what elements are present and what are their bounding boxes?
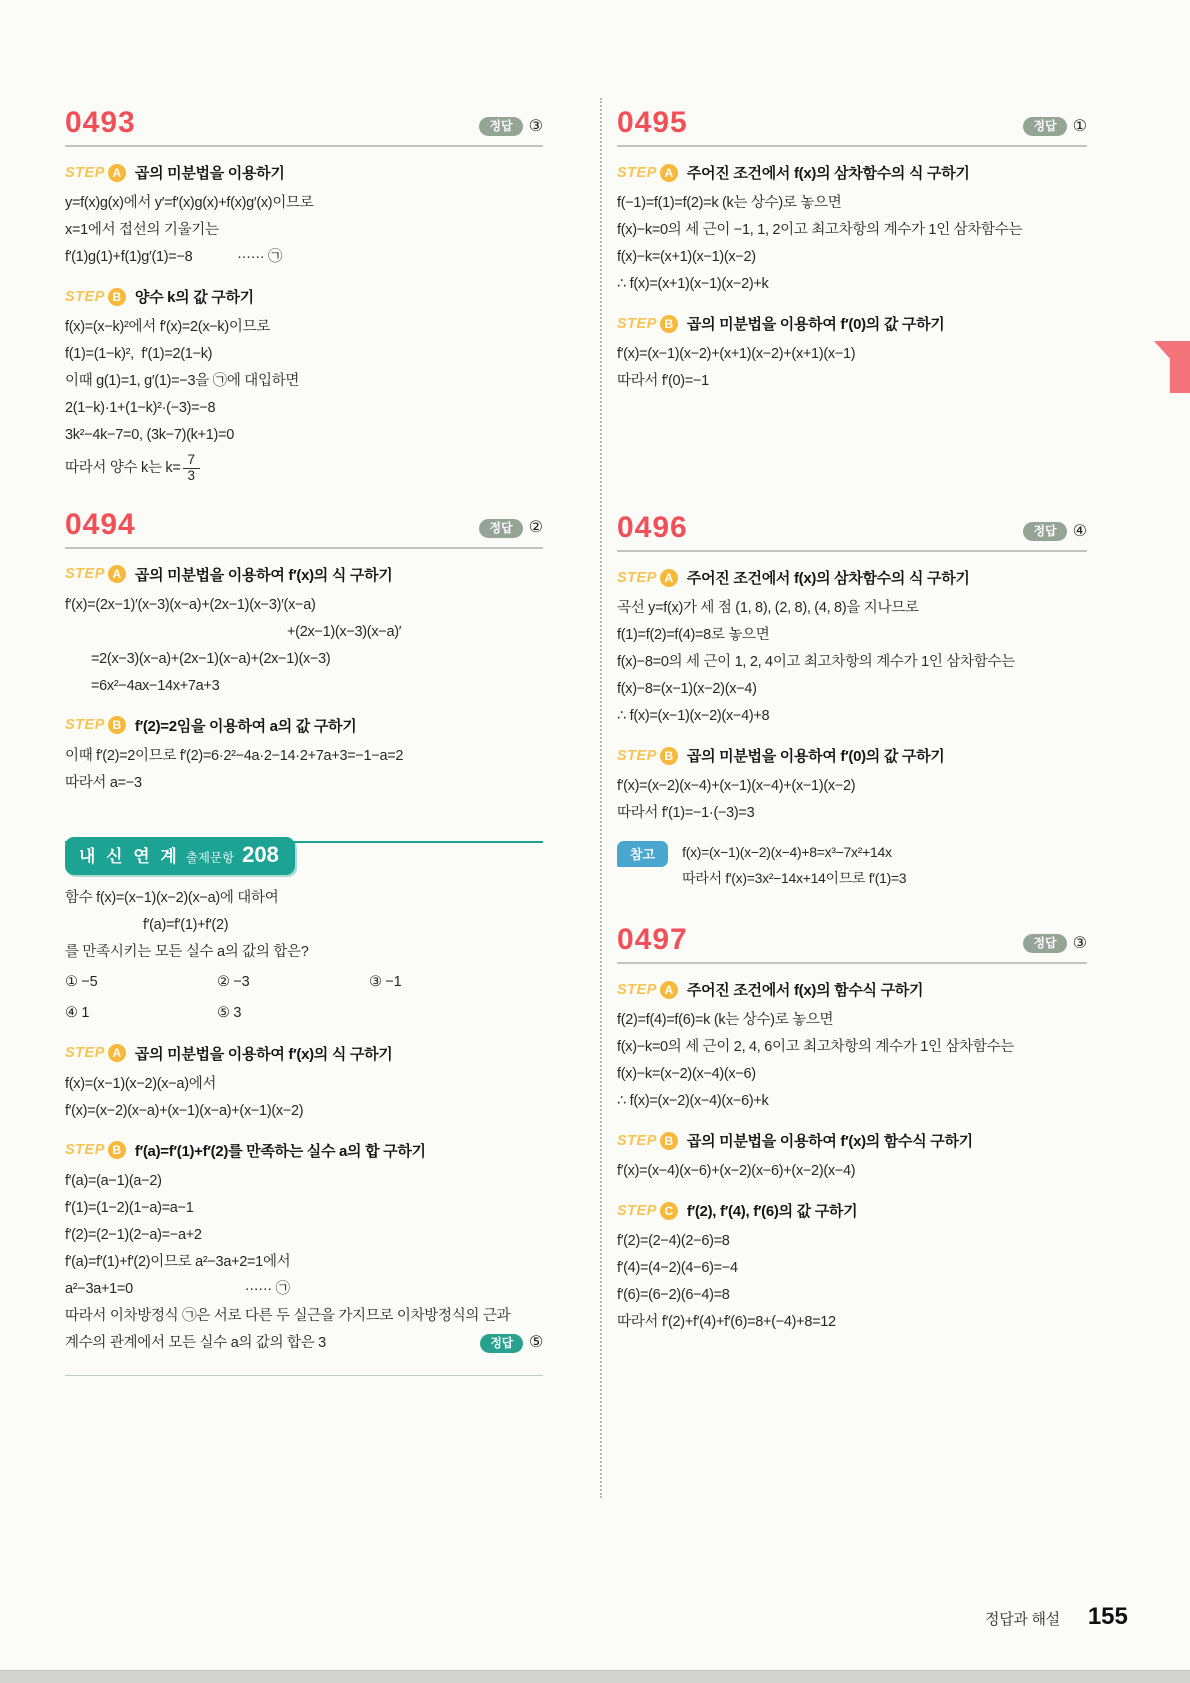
solution-line: ∴ f(x)=(x+1)(x−1)(x−2)+k	[617, 276, 769, 292]
step-title: 곱의 미분법을 이용하여 f′(0)의 값 구하기	[686, 316, 945, 333]
step-letter-badge-icon: B	[660, 747, 678, 765]
problem-number: 0496	[617, 511, 688, 544]
solution-line: 따라서 a=−3	[65, 774, 142, 791]
step-title: 주어진 조건에서 f(x)의 삼차함수의 식 구하기	[686, 165, 970, 182]
solution-line: f(x)=(x−k)²에서 f′(x)=2(x−k)이므로	[65, 319, 271, 335]
step-row	[65, 162, 543, 183]
problem-header	[617, 513, 1087, 552]
solution-line: f′(2)=(2−1)(2−a)=−a+2	[65, 1226, 202, 1243]
step-letter-badge-icon: B	[660, 1132, 678, 1150]
reference-note-tag: 참고	[617, 841, 668, 867]
school-exam-linked-question	[65, 837, 543, 1376]
step-label: STEP	[617, 747, 657, 764]
step-label: STEP	[65, 1142, 105, 1159]
choices-row	[65, 968, 543, 997]
reference-note-line: 따라서 f′(x)=3x²−14x+14이므로 f′(1)=3	[682, 870, 907, 886]
answer-circled-number: ③	[1072, 934, 1087, 952]
answer-badge: 정답	[1023, 522, 1066, 541]
footer-page-number: 155	[1087, 1603, 1128, 1630]
solution-line: f′(x)=(2x−1)′(x−3)(x−a)+(2x−1)(x−3)′(x−a)	[65, 596, 316, 613]
solution-line: 따라서 f′(1)=−1·(−3)=3	[617, 805, 755, 821]
step-title: 곱의 미분법을 이용하기	[134, 165, 285, 182]
solution-line: f′(1)=(1−2)(1−a)=a−1	[65, 1199, 194, 1216]
answer-badge: 정답	[479, 117, 522, 136]
fraction	[183, 453, 200, 484]
solution-line: f(x)−8=0의 세 근이 1, 2, 4이고 최고차항의 계수가 1인 삼차함수는	[617, 654, 1015, 670]
solution-line: a²−3a+1=0 ······ ㉠	[65, 1280, 290, 1297]
solution-line: f′(x)=(x−2)(x−4)+(x−1)(x−4)+(x−1)(x−2)	[617, 778, 856, 794]
solution-line: f(x)−k=(x−2)(x−4)(x−6)	[617, 1066, 756, 1082]
step-label: STEP	[617, 569, 657, 586]
quiz-header	[65, 837, 543, 875]
solution-line-with-answer	[65, 1330, 543, 1357]
problem-number: 0494	[65, 507, 136, 541]
answer-circled-number: ②	[528, 519, 543, 537]
answer-area	[479, 519, 543, 540]
answer-area	[1023, 522, 1087, 543]
step-label: STEP	[617, 315, 657, 332]
solution-line: f′(x)=(x−4)(x−6)+(x−2)(x−6)+(x−2)(x−4)	[617, 1163, 856, 1179]
step-row	[617, 979, 1087, 1000]
step-row	[617, 745, 1087, 766]
solution-line: f′(a)=f′(1)+f′(2)	[143, 916, 229, 933]
solution-line: f(x)−k=0의 세 근이 2, 4, 6이고 최고차항의 계수가 1인 삼차함수는	[617, 1039, 1014, 1055]
solution-line: f′(x)=(x−2)(x−a)+(x−1)(x−a)+(x−1)(x−2)	[65, 1102, 304, 1119]
step-title: f′(2)=2임을 이용하여 a의 값 구하기	[134, 717, 357, 735]
reference-note-line: f(x)=(x−1)(x−2)(x−4)+8=x³−7x²+14x	[682, 844, 892, 860]
problem-header	[65, 108, 543, 147]
step-title: 곱의 미분법을 이용하여 f′(0)의 값 구하기	[686, 748, 945, 765]
step-label: STEP	[65, 164, 105, 181]
step-row	[65, 1140, 543, 1161]
solution-line: f′(2)=(2−4)(2−6)=8	[617, 1233, 730, 1249]
step-letter-badge-icon: B	[108, 1141, 126, 1159]
left-column	[65, 108, 543, 1376]
step-label: STEP	[65, 288, 105, 305]
solution-line: 이때 g(1)=1, g′(1)=−3을 ㉠에 대입하면	[65, 373, 300, 389]
choice-item: ② −3	[217, 973, 250, 990]
step-row	[65, 1043, 543, 1064]
choice-item: ③ −1	[369, 973, 402, 990]
quiz-badge-number: 208	[242, 841, 279, 867]
solution-line: f′(1)g(1)+f(1)g′(1)=−8 ······ ㉠	[65, 249, 283, 265]
solution-line: f′(6)=(6−2)(6−4)=8	[617, 1287, 730, 1303]
problem-0493	[65, 108, 543, 484]
problem-number: 0497	[617, 923, 688, 956]
solution-line: f(x)−k=(x+1)(x−1)(x−2)	[617, 249, 756, 265]
solution-line: 따라서 f′(0)=−1	[617, 373, 709, 389]
answer-badge: 정답	[1023, 934, 1066, 953]
answer-area	[1023, 934, 1087, 955]
step-letter-badge-icon: A	[660, 981, 678, 999]
step-label: STEP	[65, 1045, 105, 1062]
step-label: STEP	[65, 717, 105, 734]
solution-line: ∴ f(x)=(x−2)(x−4)(x−6)+k	[617, 1093, 769, 1109]
choices-row	[65, 999, 543, 1028]
step-title: 곱의 미분법을 이용하여 f′(x)의 식 구하기	[134, 1045, 393, 1063]
solution-line: y=f(x)g(x)에서 y′=f′(x)g(x)+f(x)g′(x)이므로	[65, 195, 314, 211]
solution-line: f′(a)=(a−1)(a−2)	[65, 1172, 162, 1189]
choice-item: ① −5	[65, 973, 98, 990]
step-row	[617, 162, 1087, 183]
step-letter-badge-icon: A	[108, 1044, 126, 1062]
step-label: STEP	[65, 566, 105, 583]
solution-line: f(x)=(x−1)(x−2)(x−a)에서	[65, 1075, 217, 1092]
solution-line: f′(a)=f′(1)+f′(2)이므로 a²−3a+2=1에서	[65, 1253, 291, 1270]
step-row	[617, 1200, 1087, 1221]
step-title: f′(a)=f′(1)+f′(2)를 만족하는 실수 a의 합 구하기	[134, 1142, 426, 1160]
fraction-prefix-text: 따라서 양수 k는 k=	[65, 460, 181, 477]
solution-line: 곡선 y=f(x)가 세 점 (1, 8), (2, 8), (4, 8)을 지나므로	[617, 600, 919, 616]
step-letter-badge-icon: C	[660, 1202, 678, 1220]
page-bottom-edge	[0, 1670, 1190, 1683]
step-letter-badge-icon: A	[660, 164, 678, 182]
problem-number: 0495	[617, 106, 688, 139]
quiz-header-badge	[65, 837, 295, 875]
step-title: f′(2), f′(4), f′(6)의 값 구하기	[686, 1203, 858, 1220]
answer-badge: 정답	[479, 519, 522, 538]
step-title: 양수 k의 값 구하기	[134, 289, 254, 306]
answer-badge: 정답	[480, 1334, 523, 1353]
solution-line: f′(x)=(x−1)(x−2)+(x+1)(x−2)+(x+1)(x−1)	[617, 346, 856, 362]
step-title: 주어진 조건에서 f(x)의 함수식 구하기	[686, 982, 924, 999]
solution-line: 2(1−k)·1+(1−k)²·(−3)=−8	[65, 400, 216, 416]
answer-circled-number: ④	[1072, 522, 1087, 540]
step-letter-badge-icon: B	[660, 315, 678, 333]
step-letter-badge-icon: B	[108, 288, 126, 306]
step-letter-badge-icon: A	[108, 565, 126, 583]
problem-header	[617, 925, 1087, 964]
step-row	[617, 567, 1087, 588]
step-letter-badge-icon: B	[108, 716, 126, 734]
step-label: STEP	[617, 1132, 657, 1149]
step-label: STEP	[617, 981, 657, 998]
quiz-badge-subtitle: 출제문항	[185, 850, 235, 865]
step-title: 곱의 미분법을 이용하여 f′(x)의 함수식 구하기	[686, 1133, 973, 1150]
step-letter-badge-icon: A	[660, 569, 678, 587]
page-edge-bookmark-tab	[1154, 341, 1190, 393]
page-footer	[985, 1603, 1128, 1631]
choice-item: ④ 1	[65, 1004, 90, 1021]
solution-line: ∴ f(x)=(x−1)(x−2)(x−4)+8	[617, 708, 770, 724]
problem-header	[65, 507, 543, 549]
solution-line: 따라서 f′(2)+f′(4)+f′(6)=8+(−4)+8=12	[617, 1314, 836, 1330]
answer-badge: 정답	[1023, 117, 1066, 136]
answer-area	[1023, 117, 1087, 138]
choice-item: ⑤ 3	[217, 1004, 242, 1021]
solution-line-fraction	[65, 453, 543, 484]
reference-note-body	[682, 839, 906, 891]
solution-line: =2(x−3)(x−a)+(2x−1)(x−a)+(2x−1)(x−3)	[91, 650, 331, 667]
fraction-denominator: 3	[187, 467, 195, 483]
quiz-badge-title: 내 신 연 계	[79, 846, 180, 866]
step-title: 곱의 미분법을 이용하여 f′(x)의 식 구하기	[134, 566, 393, 584]
step-title: 주어진 조건에서 f(x)의 삼차함수의 식 구하기	[686, 570, 970, 587]
answer-circled-number: ⑤	[528, 1334, 543, 1352]
right-column	[617, 108, 1087, 1336]
problem-0494	[65, 507, 543, 797]
solution-line: x=1에서 접선의 기울기는	[65, 222, 219, 238]
solution-line: f(1)=f(2)=f(4)=8로 놓으면	[617, 627, 770, 643]
step-letter-badge-icon: A	[108, 164, 126, 182]
solution-line: 이때 f′(2)=2이므로 f′(2)=6·2²−4a·2−14·2+7a+3=−1−a=2	[65, 747, 404, 764]
solution-line: f(1)=(1−k)², f′(1)=2(1−k)	[65, 346, 213, 362]
fraction-numerator: 7	[183, 453, 200, 469]
solution-line: 를 만족시키는 모든 실수 a의 값의 합은?	[65, 943, 309, 960]
problem-0495	[617, 108, 1087, 395]
step-row	[65, 286, 543, 307]
problem-header	[617, 108, 1087, 147]
solution-line: f(x)−k=0의 세 근이 −1, 1, 2이고 최고차항의 계수가 1인 삼차함수는	[617, 222, 1023, 238]
answer-area	[479, 117, 543, 138]
solution-line: f′(4)=(4−2)(4−6)=−4	[617, 1260, 738, 1276]
solution-line: 3k²−4k−7=0, (3k−7)(k+1)=0	[65, 427, 235, 443]
problem-0497	[617, 925, 1087, 1336]
step-label: STEP	[617, 164, 657, 181]
solution-line: 따라서 이차방정식 ㉠은 서로 다른 두 실근을 가지므로 이차방정식의 근과	[65, 1307, 511, 1324]
answer-circled-number: ③	[528, 117, 543, 135]
step-row	[617, 313, 1087, 334]
solution-line: f(2)=f(4)=f(6)=k (k는 상수)로 놓으면	[617, 1012, 834, 1028]
reference-note	[617, 839, 1087, 891]
problem-0496	[617, 513, 1087, 891]
solution-line: f(x)−8=(x−1)(x−2)(x−4)	[617, 681, 757, 697]
answer-circled-number: ①	[1072, 117, 1087, 135]
solution-line: 함수 f(x)=(x−1)(x−2)(x−a)에 대하여	[65, 889, 279, 906]
step-label: STEP	[617, 1202, 657, 1219]
solution-line: +(2x−1)(x−3)(x−a)′	[287, 623, 402, 640]
footer-section-label: 정답과 해설	[985, 1611, 1060, 1628]
step-row	[617, 1130, 1087, 1151]
column-divider-dotted-line	[600, 98, 602, 1498]
step-row	[65, 715, 543, 736]
problem-number: 0493	[65, 106, 136, 139]
solution-line: f(−1)=f(1)=f(2)=k (k는 상수)로 놓으면	[617, 195, 842, 211]
solution-line-text: 계수의 관계에서 모든 실수 a의 값의 합은 3	[65, 1334, 326, 1351]
solution-line: =6x²−4ax−14x+7a+3	[91, 677, 220, 694]
step-row	[65, 564, 543, 585]
